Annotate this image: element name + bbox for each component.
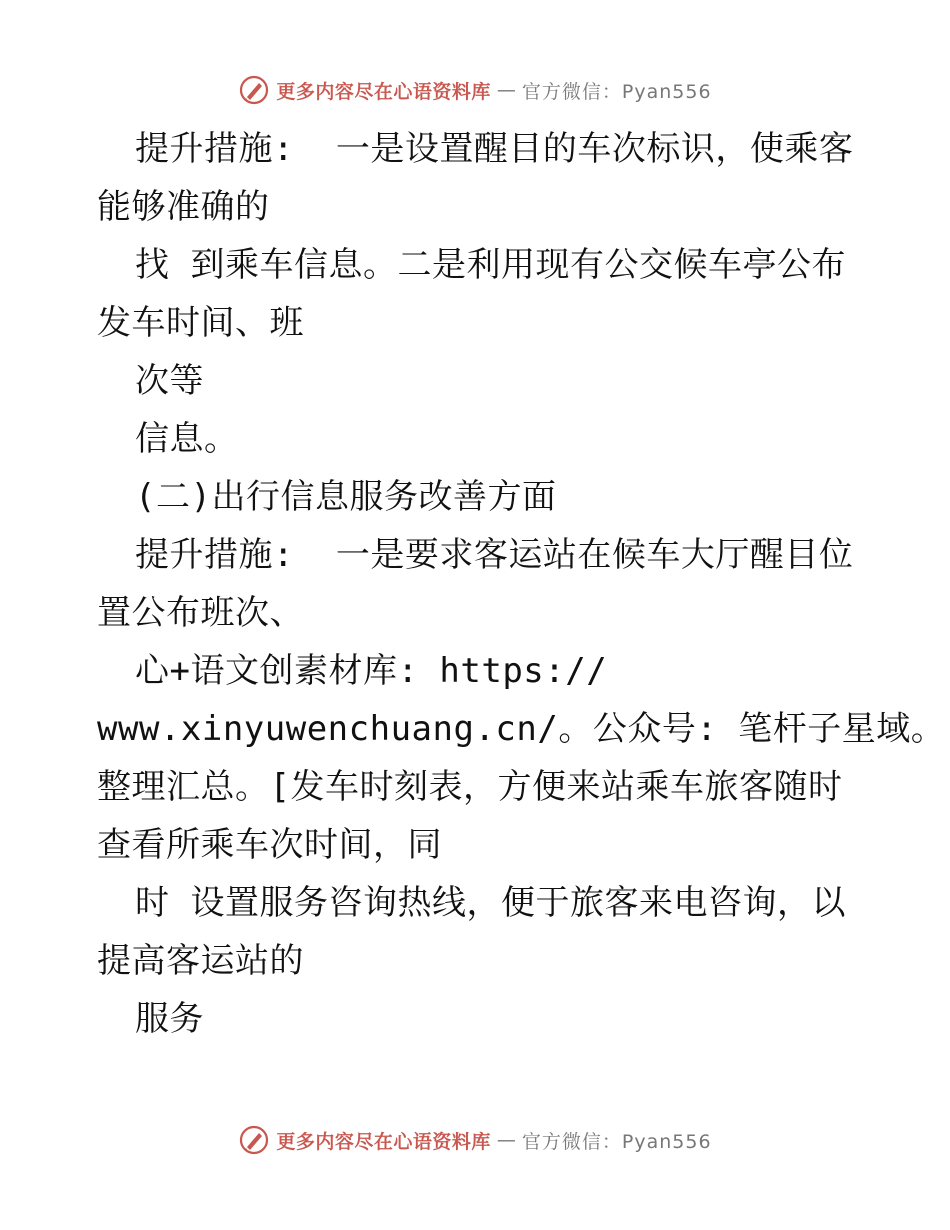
text-line: 服务 [135, 999, 204, 1039]
text-line: 提高客运站的 [97, 941, 304, 981]
text-line: 次等 [135, 361, 204, 401]
text-line: 置公布班次、 [97, 593, 304, 633]
banner-main-text: 更多内容尽在心语资料库 [276, 1130, 491, 1153]
banner-sub-text: 官方微信：Pyan556 [521, 80, 712, 103]
text-line: 找 到乘车信息。二是利用现有公交候车亭公布 [135, 245, 846, 285]
url-line: www.xinyuwenchuang.cn/。公众号: 笔杆子星域。 [97, 709, 946, 749]
text-line: 发车时间、班 [97, 303, 304, 343]
text-line: 查看所乘车次时间，同 [97, 825, 442, 865]
pen-logo-icon [238, 74, 270, 106]
header-banner [0, 70, 950, 110]
banner-sub-text: 官方微信：Pyan556 [521, 1130, 712, 1153]
text-line: 整理汇总。[发车时刻表，方便来站乘车旅客随时 [97, 767, 843, 807]
text-line: 心+语文创素材库: https:// [135, 651, 608, 691]
section-heading: (二)出行信息服务改善方面 [135, 477, 557, 517]
text-line: 提升措施: 一是设置醒目的车次标识，使乘客 [135, 129, 854, 169]
document-body [97, 120, 946, 1048]
banner-main-text: 更多内容尽在心语资料库 [276, 80, 491, 103]
banner-dash: — [496, 79, 516, 101]
text-line: 时 设置服务咨询热线，便于旅客来电咨询，以 [135, 883, 846, 923]
text-line: 提升措施: 一是要求客运站在候车大厅醒目位 [135, 535, 854, 575]
footer-banner [0, 1120, 950, 1160]
pen-logo-icon [238, 1124, 270, 1156]
text-line: 信息。 [135, 419, 239, 459]
text-line: 能够准确的 [97, 187, 270, 227]
banner-dash: — [496, 1129, 516, 1151]
